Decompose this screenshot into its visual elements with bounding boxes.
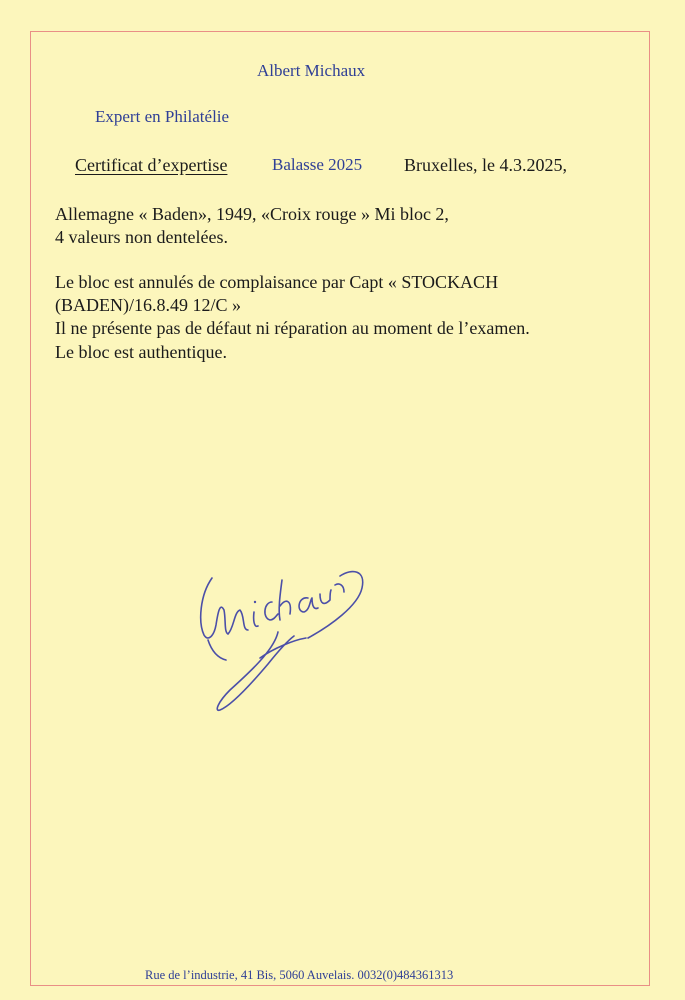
expert-role: Expert en Philatélie bbox=[95, 107, 230, 126]
body-line-6: Le bloc est authentique. bbox=[55, 342, 227, 362]
body-line-2: 4 valeurs non dentelées. bbox=[55, 227, 228, 247]
body-line-1: Allemagne « Baden», 1949, «Croix rouge » Mi bloc 2, bbox=[55, 204, 449, 224]
footer-address: Rue de l’industrie, 41 Bis, 5060 Auvelais. 0032(0)484361313 bbox=[145, 968, 454, 982]
expert-name: Albert Michaux bbox=[257, 61, 366, 80]
handwritten-signature bbox=[190, 540, 390, 730]
body-line-3: Le bloc est annulés de complaisance par Capt « STOCKACH bbox=[55, 272, 499, 292]
certificate-title: Certificat d’expertise bbox=[75, 155, 228, 175]
place-and-date: Bruxelles, le 4.3.2025, bbox=[404, 155, 567, 175]
body-line-5: Il ne présente pas de défaut ni réparation au moment de l’examen. bbox=[55, 318, 530, 338]
certificate-reference: Balasse 2025 bbox=[272, 155, 363, 174]
body-line-4: (BADEN)/16.8.49 12/C » bbox=[55, 295, 241, 315]
